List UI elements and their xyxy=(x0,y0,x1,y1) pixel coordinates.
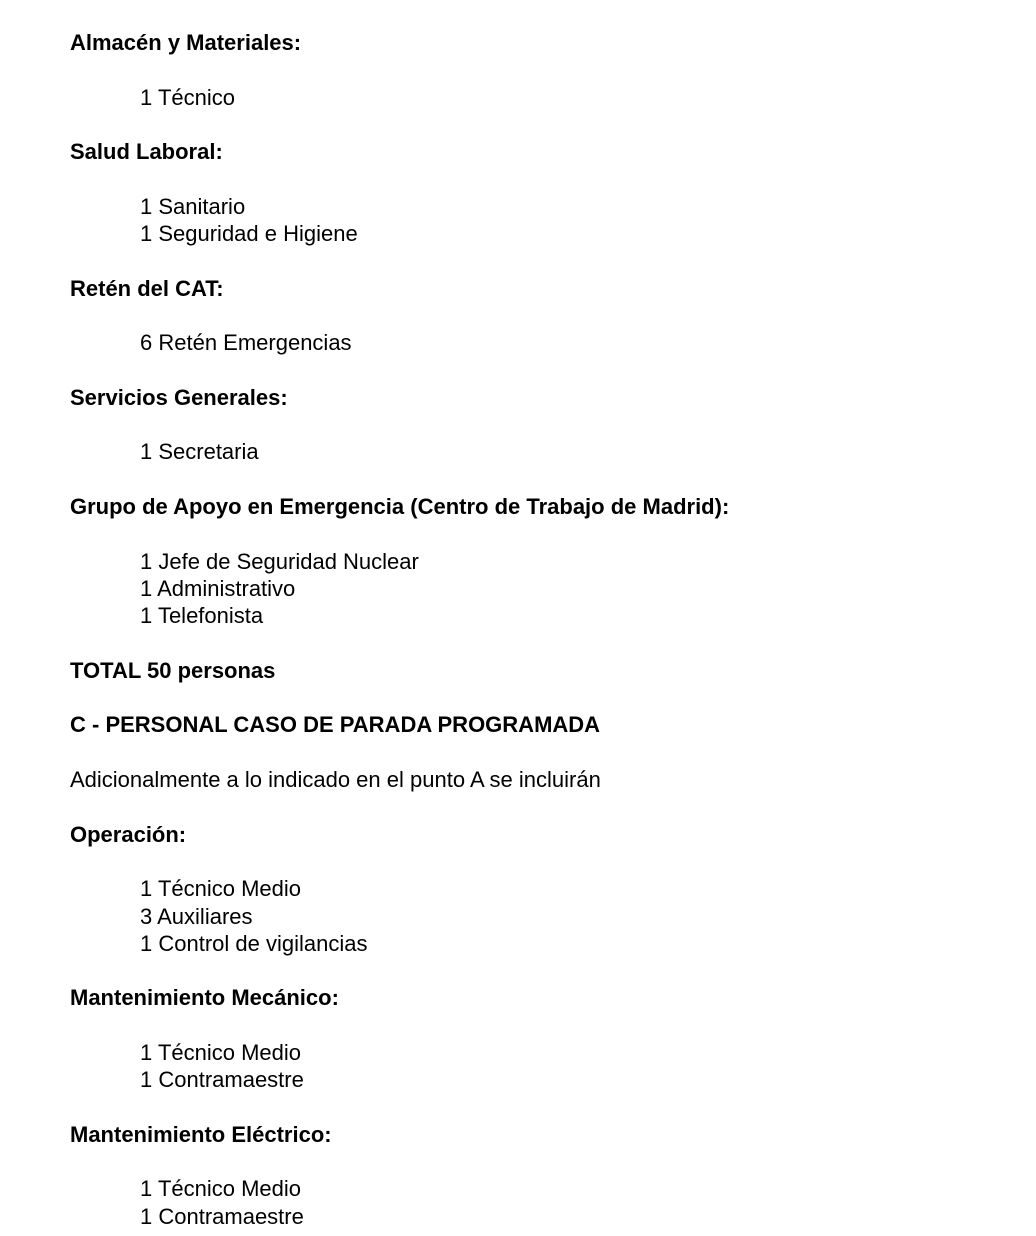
total-line: TOTAL 50 personas xyxy=(70,657,276,683)
section-heading: Operación: xyxy=(70,821,187,847)
section-heading: Servicios Generales: xyxy=(70,384,288,410)
list-item: 1 Telefonista xyxy=(140,603,264,629)
list-item: 1 Técnico Medio xyxy=(140,1176,302,1202)
list-item: 1 Control de vigilancias xyxy=(140,930,368,956)
list-item: 6 Retén Emergencias xyxy=(140,330,352,356)
section-c-intro: Adicionalmente a lo indicado en el punto A se incluirán xyxy=(70,767,601,793)
section-heading: Mantenimiento Mecánico: xyxy=(70,985,339,1011)
section-heading: Almacén y Materiales: xyxy=(70,30,302,55)
section-c-title: C - PERSONAL CASO DE PARADA PROGRAMADA xyxy=(70,712,601,738)
list-item: 1 Secretaria xyxy=(140,439,259,465)
list-item: 1 Sanitario xyxy=(140,193,246,219)
list-item: 1 Contramaestre xyxy=(140,1203,304,1229)
list-item: 1 Administrativo xyxy=(140,575,296,601)
section-heading: Grupo de Apoyo en Emergencia (Centro de Trabajo de Madrid): xyxy=(70,494,730,520)
list-item: 1 Jefe de Seguridad Nuclear xyxy=(140,548,419,574)
list-item: 1 Técnico xyxy=(140,84,235,110)
section-heading: Salud Laboral: xyxy=(70,139,223,165)
list-item: 1 Técnico Medio xyxy=(140,876,302,902)
list-item: 1 Contramaestre xyxy=(140,1067,304,1093)
list-item: 3 Auxiliares xyxy=(140,903,253,929)
list-item: 1 Seguridad e Higiene xyxy=(140,221,358,247)
document-page xyxy=(70,29,1010,1230)
list-item: 1 Técnico Medio xyxy=(140,1039,302,1065)
section-heading: Mantenimiento Eléctrico: xyxy=(70,1121,332,1147)
section-heading: Retén del CAT: xyxy=(70,275,224,301)
